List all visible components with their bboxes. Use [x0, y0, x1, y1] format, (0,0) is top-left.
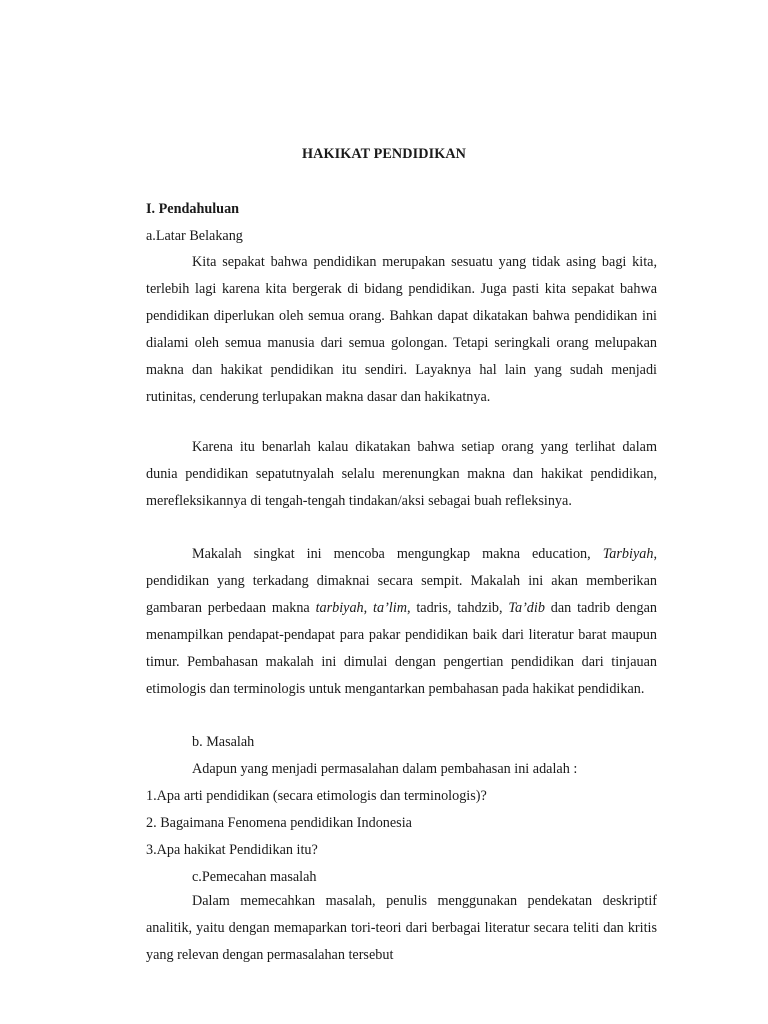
section-heading: I. Pendahuluan	[146, 201, 240, 217]
paragraph-2: Karena itu benarlah kalau dikatakan bahwa setiap orang yang terlihat dalam dunia pendidikan sepatutnyalah selalu merenungkan makna dan hakikat pendidikan, merefleksikannya di tengah-tengah tindakan/aksi sebagai buah refleksinya.	[146, 439, 657, 509]
subheading-latar-belakang: a.Latar Belakang	[146, 228, 243, 244]
term-tadib: Ta’dib	[508, 600, 545, 616]
paragraph-4: Dalam memecahkan masalah, penulis menggunakan pendekatan deskriptif analitik, yaitu dengan memaparkan tori-teori dari berbagai literatur secara teliti dan kritis yang relevan dengan permasalahan tersebut	[146, 893, 657, 963]
question-item: 1.Apa arti pendidikan (secara etimologis dan terminologis)?	[146, 788, 487, 804]
paragraph-1-block	[146, 249, 657, 411]
paragraph-4-block	[146, 888, 657, 969]
paragraph-3-text-4: dan tadrib dengan menampilkan pendapat-pendapat para pakar pendidikan baik dari literatur barat maupun timur. Pembahasan makalah ini dimulai dengan pengertian pendidikan dari tinjauan etimologis dan terminologis untuk mengantarkan pembahasan pada hakikat pendidikan.	[146, 600, 658, 697]
paragraph-1: Kita sepakat bahwa pendidikan merupakan sesuatu yang tidak asing bagi kita, terlebih lagi karena kita bergerak di bidang pendidikan. Juga pasti kita sepakat bahwa pendidikan diperlukan oleh semua orang. Bahkan dapat dikatakan bahwa pendidikan ini dialami oleh semua manusia dari semua golongan. Tetapi seringkali orang melupakan makna dan hakikat pendidikan itu sendiri. Layaknya hal lain yang sudah menjadi rutinitas, cenderung terlupakan makna dasar dan hakikatnya.	[146, 254, 657, 405]
term-tarbiyah: tarbiyah	[315, 600, 364, 616]
subheading-pemecahan-masalah: c.Pemecahan masalah	[192, 869, 317, 885]
paragraph-3-text-3: , tadris, tahdzib,	[406, 600, 509, 616]
term-tarbiyah-capital: Tarbiyah	[602, 546, 654, 562]
question-item: 2. Bagaimana Fenomena pendidikan Indonesia	[146, 815, 412, 831]
paragraph-3-text-2: , pendidikan yang terkadang dimaknai secara sempit. Makalah ini akan memberikan gambaran perbedaan makna	[146, 546, 657, 616]
masalah-intro: Adapun yang menjadi permasalahan dalam pembahasan ini adalah :	[192, 761, 578, 777]
subheading-masalah: b. Masalah	[192, 734, 255, 750]
paragraph-3-block	[146, 541, 657, 703]
paragraph-3-separator: ,	[363, 600, 374, 616]
term-talim: ta’lim	[373, 600, 407, 616]
paragraph-3	[146, 541, 657, 703]
paragraph-2-block	[146, 434, 657, 515]
paragraph-3-text-1: Makalah singkat ini mencoba mengungkap makna education,	[192, 546, 603, 562]
document-title: HAKIKAT PENDIDIKAN	[301, 146, 467, 162]
question-item: 3.Apa hakikat Pendidikan itu?	[146, 842, 318, 858]
